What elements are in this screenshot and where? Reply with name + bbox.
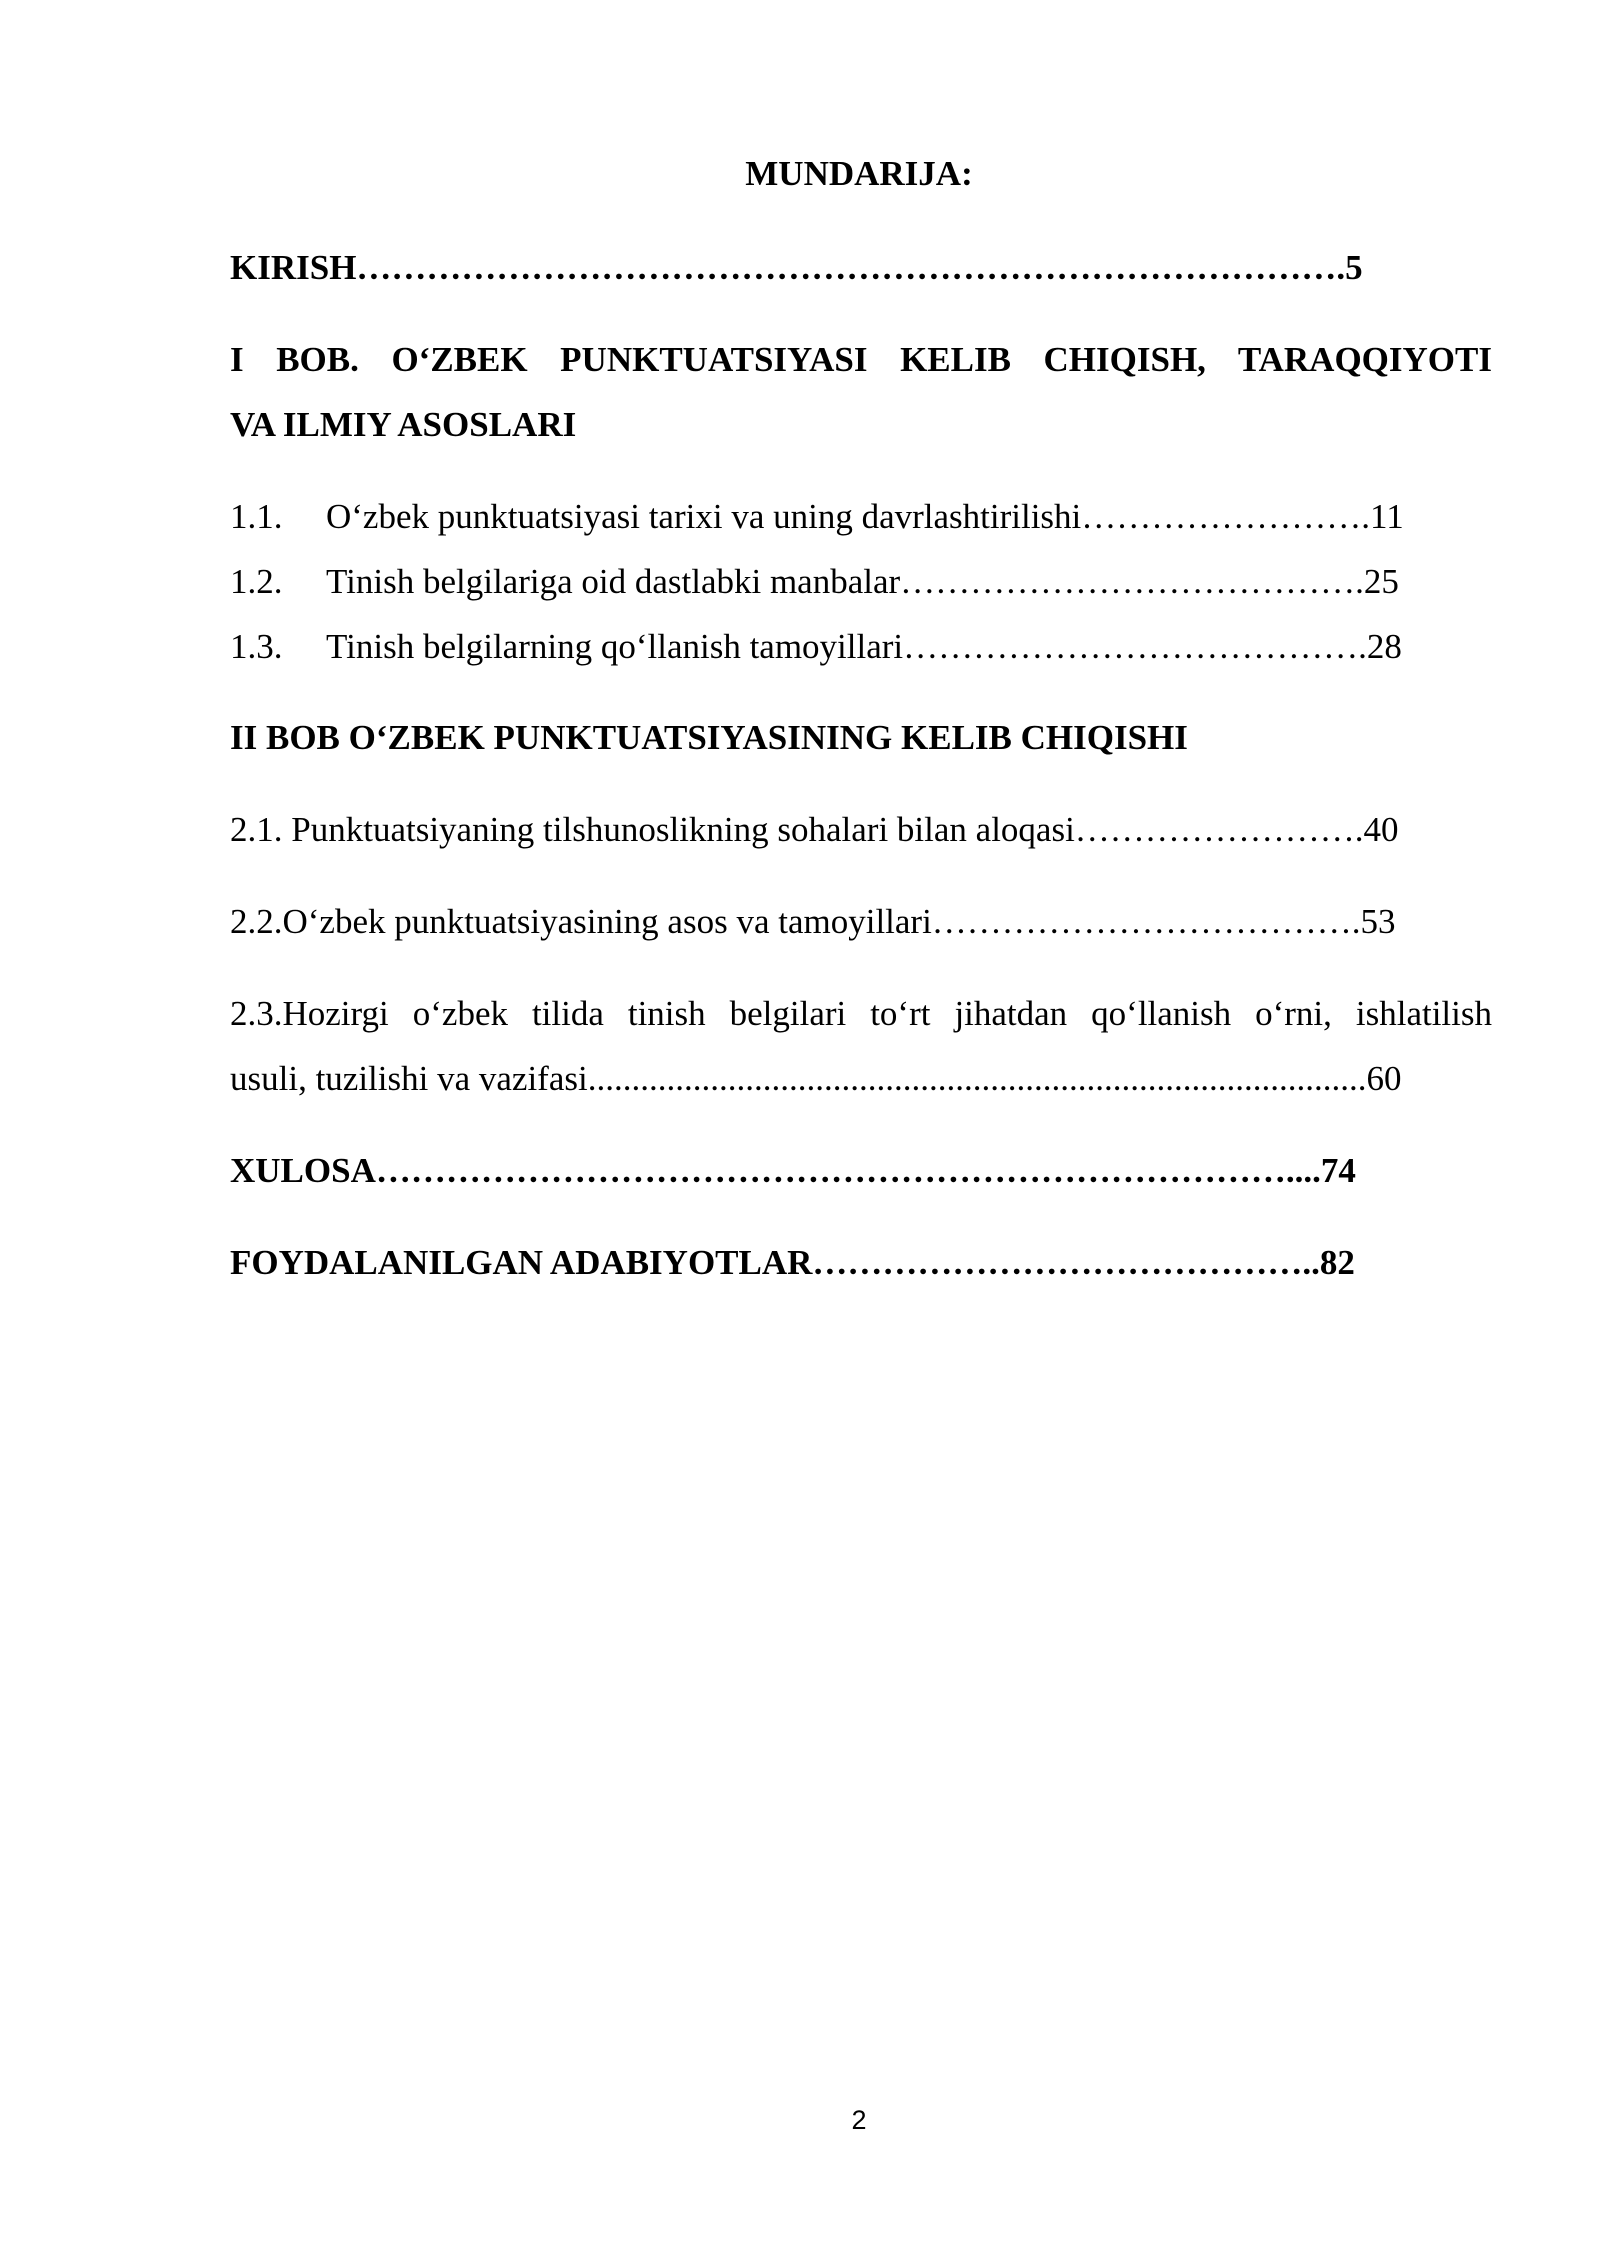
page-number: 2: [851, 2105, 867, 2135]
toc-section-1-1: [230, 495, 1492, 539]
toc-chapter-1-line-1: I BOB. O‘ZBEK PUNKTUATSIYASI KELIB CHIQISH, TARAQQIYOTI: [230, 340, 1492, 379]
toc-entry-kirish: KIRISH………………………………………………………………………….5: [230, 248, 1363, 287]
toc-section-2-3-line-2: usuli, tuzilishi va vazifasi.........................................................................................60: [230, 1059, 1402, 1098]
section-text: Tinish belgilarning qo‘llanish tamoyillari………………………………….28: [326, 627, 1402, 666]
toc-section-2-3-line-1: 2.3.Hozirgi o‘zbek tilida tinish belgilari to‘rt jihatdan qo‘llanish o‘rni, ishlatilish: [230, 994, 1492, 1033]
toc-chapter-2: II BOB O‘ZBEK PUNKTUATSIYASINING KELIB CHIQISHI: [230, 718, 1188, 757]
toc-entry-xulosa: XULOSA……………………………………………………………………....74: [230, 1151, 1356, 1190]
section-number: 1.2.: [230, 562, 283, 601]
toc-chapter-1-line-2: VA ILMIY ASOSLARI: [230, 405, 577, 444]
toc-section-1-3: [230, 625, 1492, 669]
toc-section-1-2: [230, 560, 1492, 604]
section-number: 1.3.: [230, 627, 283, 666]
toc-section-2-2: 2.2.O‘zbek punktuatsiyasining asos va tamoyillari……………………………….53: [230, 902, 1396, 941]
toc-section-2-1: 2.1. Punktuatsiyaning tilshunoslikning sohalari bilan aloqasi…………………….40: [230, 810, 1399, 849]
page-title: MUNDARIJA:: [745, 154, 973, 193]
section-text: Tinish belgilariga oid dastlabki manbalar………………………………….25: [326, 562, 1399, 601]
toc-entry-adabiyotlar: FOYDALANILGAN ADABIYOTLAR……………………………………..82: [230, 1243, 1355, 1282]
section-text: O‘zbek punktuatsiyasi tarixi va uning davrlashtirilishi…………………….11: [326, 497, 1404, 536]
section-number: 1.1.: [230, 497, 283, 536]
